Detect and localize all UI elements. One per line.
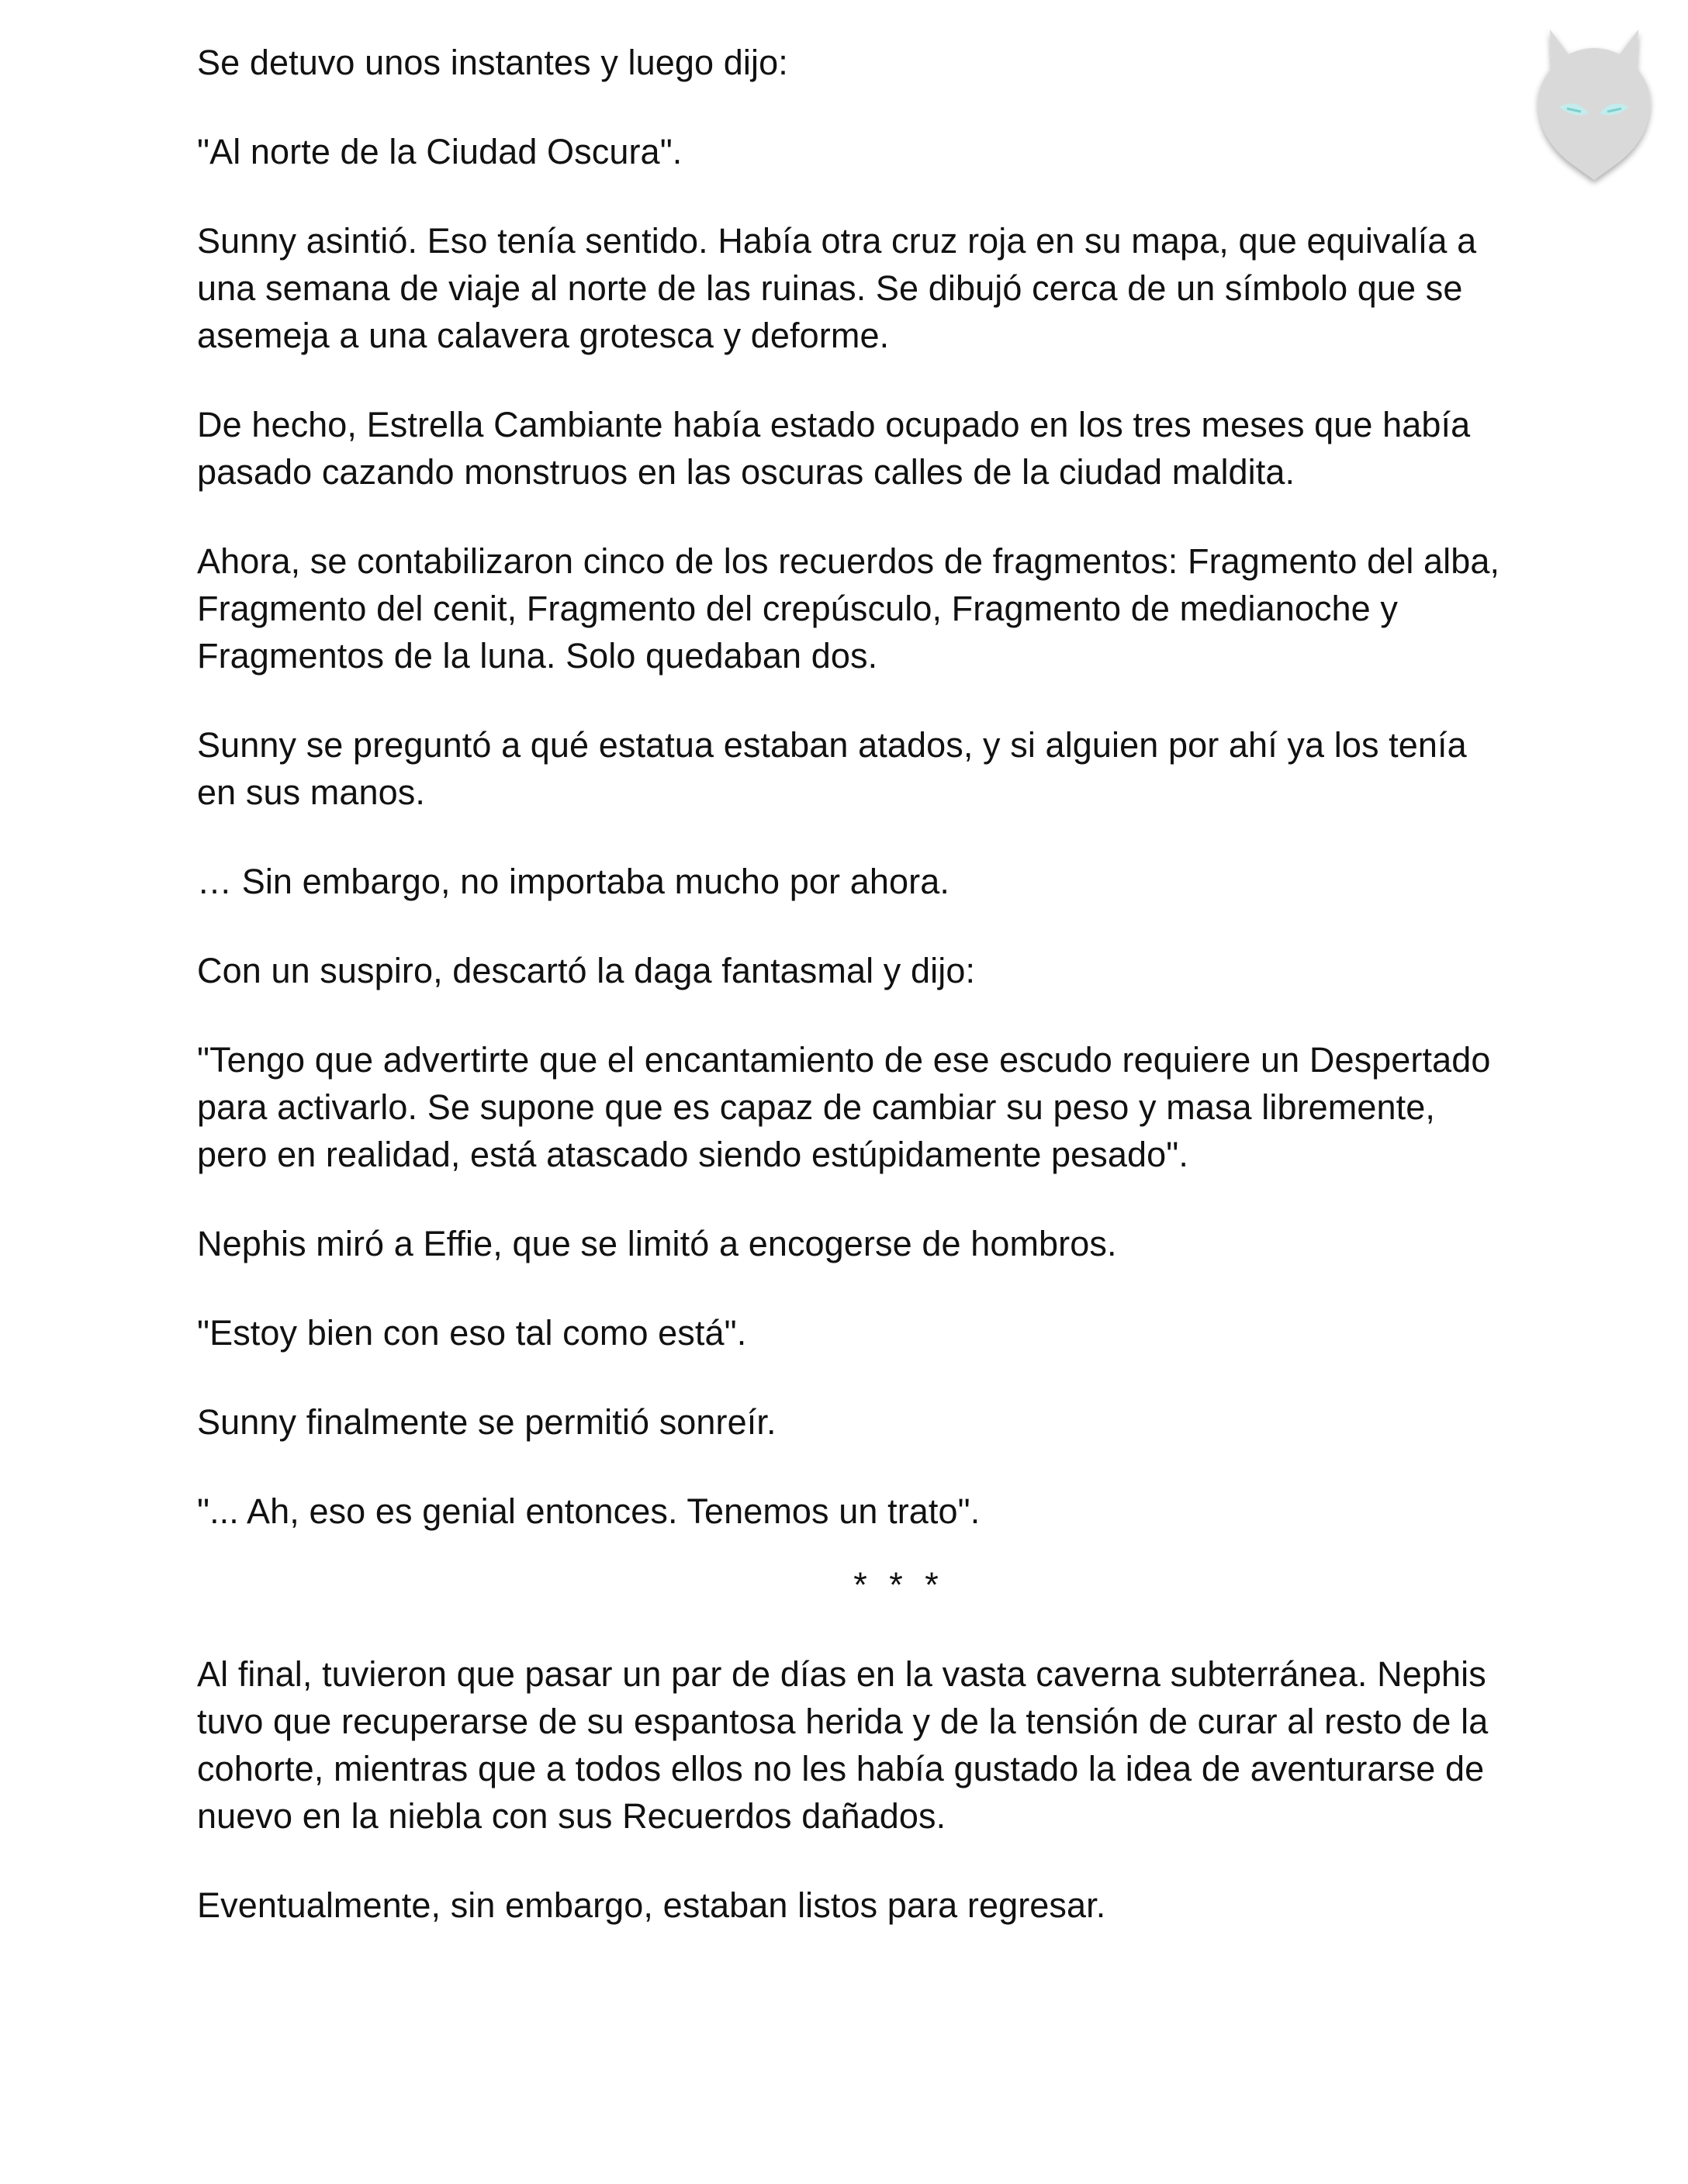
paragraph-14: Al final, tuvieron que pasar un par de días en la vasta caverna subterránea. Nephis tuvo que recuperarse de su espantosa herida y de la tensión de curar al resto de la cohorte, mientras que a todos ellos no les había gustado la idea de aventurarse de nuevo en la niebla con sus Recuerdos dañados. xyxy=(197,1654,1489,1836)
paragraph-8: Con un suspiro, descartó la daga fantasmal y dijo: xyxy=(197,951,976,990)
paragraph-10: Nephis miró a Effie, que se limitó a encogerse de hombros. xyxy=(197,1224,1117,1263)
paragraph-7: … Sin embargo, no importaba mucho por ahora. xyxy=(197,862,950,901)
demon-head-logo-icon xyxy=(1520,14,1668,192)
paragraph-12: Sunny finalmente se permitió sonreír. xyxy=(197,1402,777,1442)
document-page xyxy=(197,39,1508,1971)
paragraph-2: "Al norte de la Ciudad Oscura". xyxy=(197,132,683,171)
paragraph-9: "Tengo que advertirte que el encantamiento de ese escudo requiere un Despertado para activarlo. Se supone que es capaz de cambiar su peso y masa libremente, pero en realidad, está atascado siendo estúpidamente pesado". xyxy=(197,1040,1491,1174)
paragraph-1: Se detuvo unos instantes y luego dijo: xyxy=(197,43,788,82)
paragraph-11: "Estoy bien con eso tal como está". xyxy=(197,1313,747,1353)
paragraph-15: Eventualmente, sin embargo, estaban listos para regresar. xyxy=(197,1885,1106,1925)
paragraph-6: Sunny se preguntó a qué estatua estaban atados, y si alguien por ahí ya los tenía en sus manos. xyxy=(197,725,1467,812)
paragraph-3: Sunny asintió. Eso tenía sentido. Había otra cruz roja en su mapa, que equivalía a una semana de viaje al norte de las ruinas. Se dibujó cerca de un símbolo que se asemeja a una calavera grotesca y deforme. xyxy=(197,221,1477,355)
paragraph-13: "... Ah, eso es genial entonces. Tenemos un trato". xyxy=(197,1491,981,1531)
paragraph-4: De hecho, Estrella Cambiante había estado ocupado en los tres meses que había pasado cazando monstruos en las oscuras calles de la ciudad maldita. xyxy=(197,405,1471,492)
paragraph-5: Ahora, se contabilizaron cinco de los recuerdos de fragmentos: Fragmento del alba, Fragmento del cenit, Fragmento del crepúsculo, Fragmento de medianoche y Fragmentos de la luna. Solo quedaban dos. xyxy=(197,541,1500,676)
scene-separator: * * * xyxy=(853,1565,945,1605)
